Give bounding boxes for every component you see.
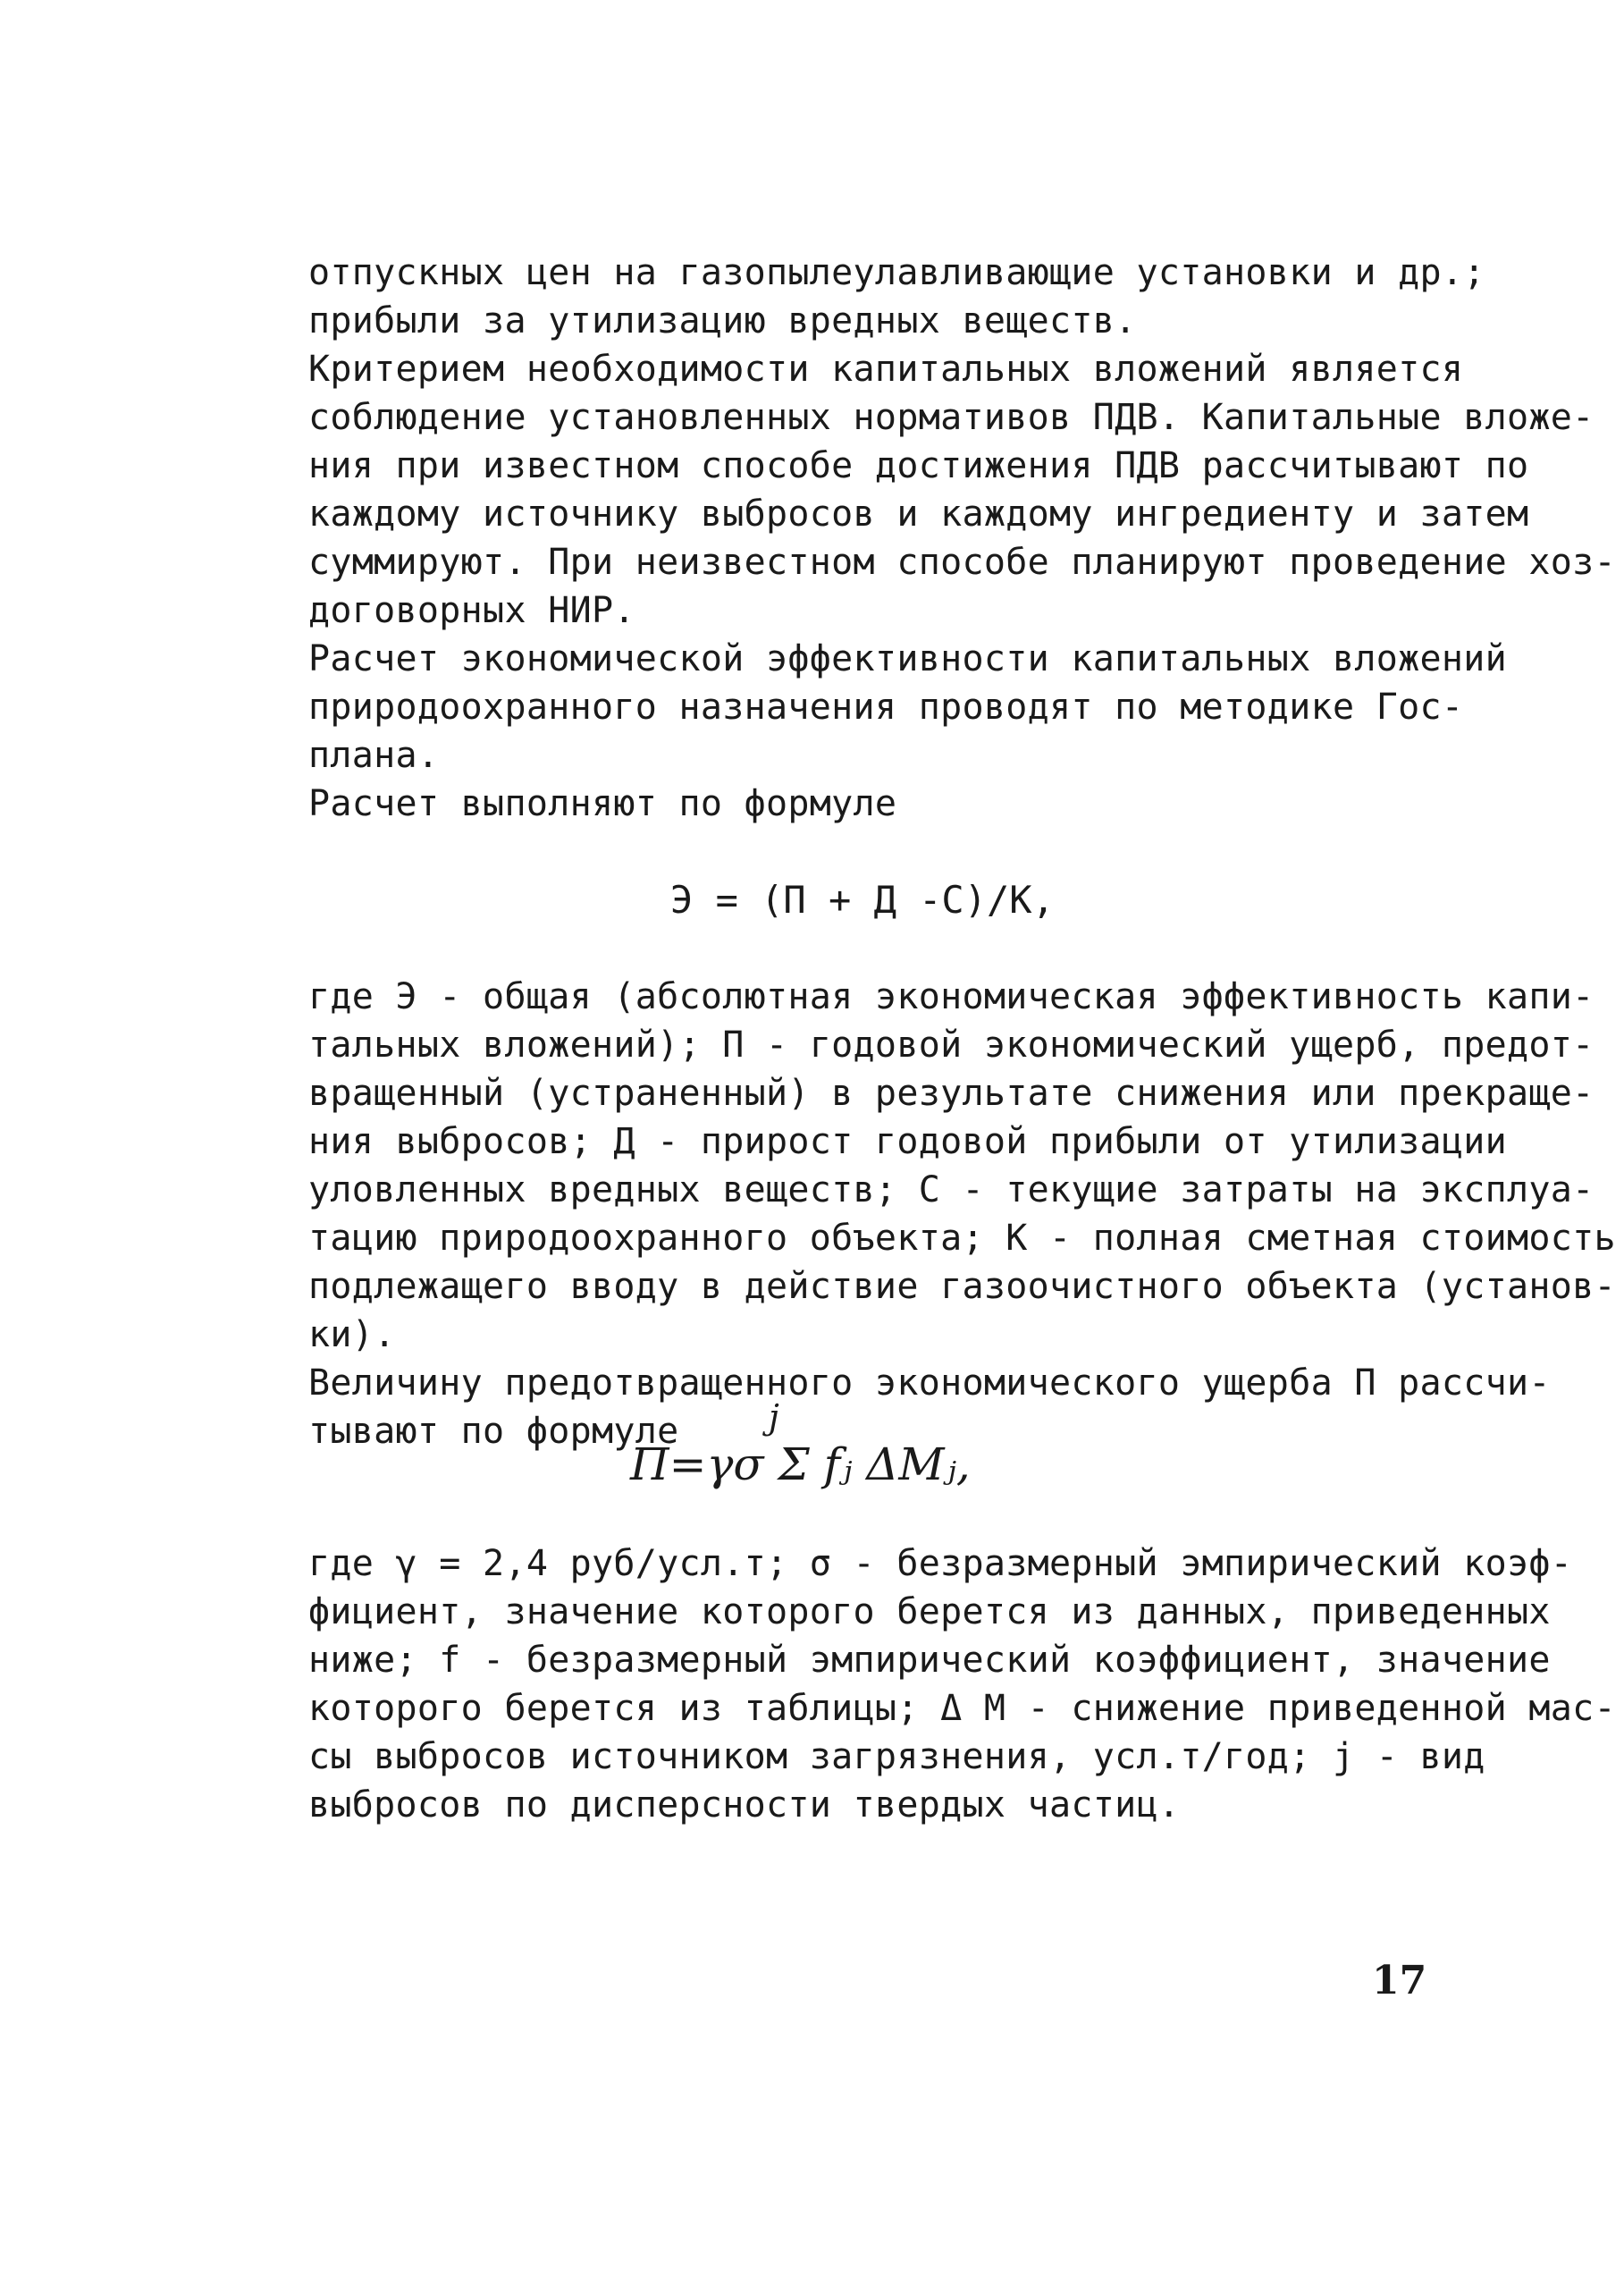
text-line: Величину предотвращенного экономического ущерба П рассчи- (308, 1362, 1551, 1404)
text-line: сы выбросов источником загрязнения, усл.т/год; j - вид (308, 1736, 1485, 1777)
text-line: тацию природоохранного объекта; К - полная сметная стоимость (308, 1218, 1616, 1259)
text-line: ния при известном способе достижения ПДВ рассчитывают по (308, 445, 1529, 486)
page-number: 17 (1372, 1958, 1427, 2003)
formula-efficiency: Э = (П + Д -С)/К, (670, 878, 1055, 922)
text-line: прибыли за утилизацию вредных веществ. (308, 300, 1137, 342)
text-line: фициент, значение которого берется из данных, приведенных (308, 1591, 1551, 1632)
text-line: Расчет экономической эффективности капитальных вложений (308, 638, 1508, 679)
text-line: Критерием необходимости капитальных вложений является (308, 349, 1464, 390)
text-line: природоохранного назначения проводят по методике Гос- (308, 687, 1464, 728)
text-line: вращенный (устраненный) в результате снижения или прекраще- (308, 1073, 1595, 1114)
text-line: где γ = 2,4 руб/усл.т; σ - безразмерный эмпирический коэф- (308, 1543, 1573, 1584)
text-line: тальных вложений); П - годовой экономический ущерб, предот- (308, 1025, 1595, 1066)
text-line: где Э - общая (абсолютная экономическая эффективность капи- (308, 976, 1595, 1017)
text-line: отпускных цен на газопылеулавливающие установки и др.; (308, 252, 1485, 293)
text-line: договорных НИР. (308, 590, 635, 631)
text-line: которого берется из таблицы; Δ M - снижение приведенной мас- (308, 1688, 1616, 1729)
formula-damage: П=γσ Σ fⱼ ΔMⱼ, (630, 1438, 971, 1490)
text-line: выбросов по дисперсности твердых частиц. (308, 1784, 1181, 1826)
text-line: ниже; f - безразмерный эмпирический коэффициент, значение (308, 1640, 1551, 1681)
text-line: ки). (308, 1314, 396, 1355)
formula-sum-index: j (769, 1397, 779, 1437)
text-line: суммируют. При неизвестном способе планируют проведение хоз- (308, 542, 1616, 583)
text-line: ния выбросов; Д - прирост годовой прибыли от утилизации (308, 1121, 1508, 1162)
text-line: Расчет выполняют по формуле (308, 783, 897, 824)
text-line: соблюдение установленных нормативов ПДВ. Капитальные вложе- (308, 397, 1595, 438)
text-line: уловленных вредных веществ; С - текущие затраты на эксплуа- (308, 1169, 1595, 1210)
text-line: тывают по формуле (308, 1411, 679, 1452)
text-line: каждому источнику выбросов и каждому ингредиенту и затем (308, 493, 1529, 535)
text-line: подлежащего вводу в действие газоочистного объекта (установ- (308, 1266, 1616, 1307)
text-line: плана. (308, 735, 440, 776)
